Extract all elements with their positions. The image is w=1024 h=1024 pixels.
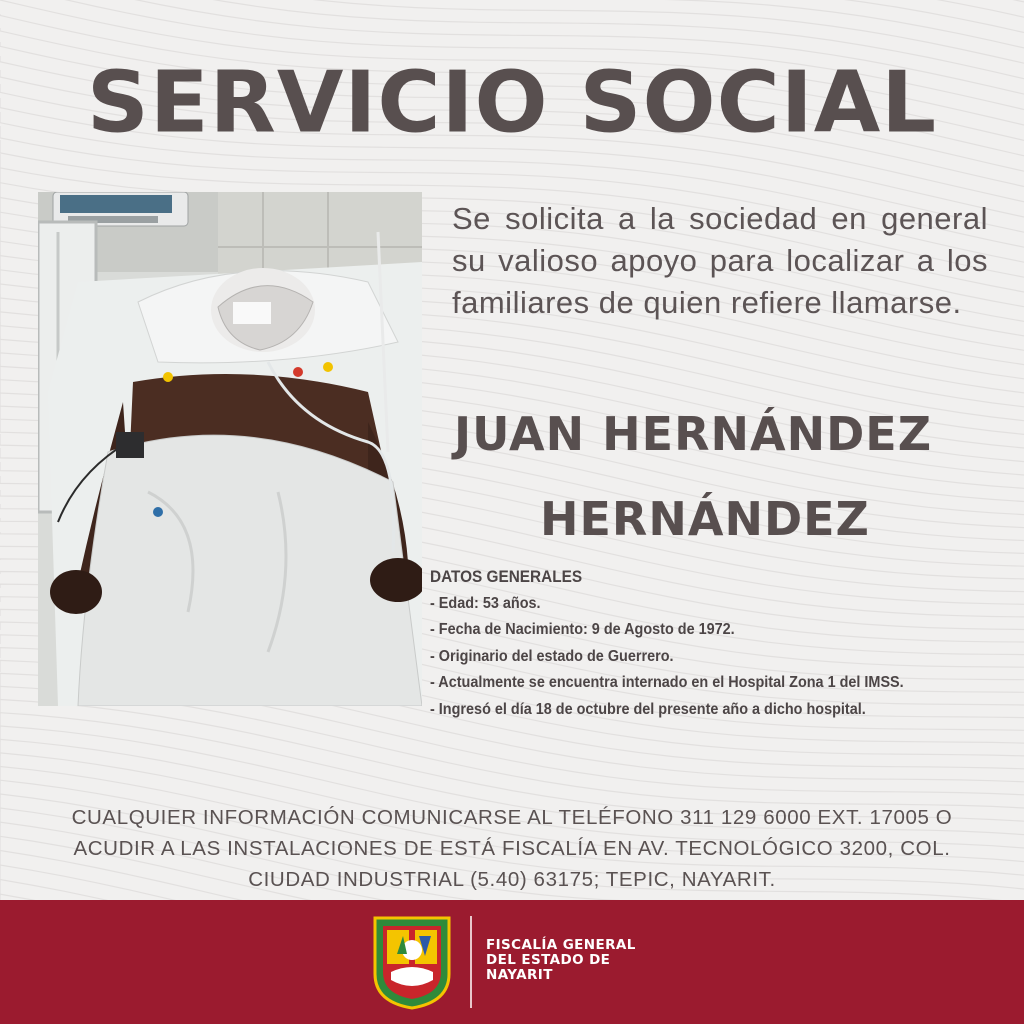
- data-item-birthdate: - Fecha de Nacimiento: 9 de Agosto de 1972.: [430, 617, 979, 644]
- request-text: Se solicita a la sociedad en general su valioso apoyo para localizar a los familiares de quien refiere llamarse.: [452, 201, 988, 320]
- data-item-origin: - Originario del estado de Guerrero.: [430, 644, 979, 671]
- footer-bar: [0, 900, 1024, 1024]
- person-name-line1: JUAN HERNÁNDEZ: [454, 407, 933, 461]
- footer-divider: [470, 916, 472, 1008]
- organization-name: [486, 938, 706, 983]
- contact-info: [0, 802, 1024, 895]
- contact-line: CIUDAD INDUSTRIAL (5.40) 63175; TEPIC, NAYARIT.: [248, 868, 776, 891]
- nayarit-seal-icon: [369, 914, 455, 1010]
- page-title: SERVICIO SOCIAL: [86, 54, 938, 152]
- data-item-hospital: - Actualmente se encuentra internado en el Hospital Zona 1 del IMSS.: [430, 670, 979, 697]
- data-item-admission: - Ingresó el día 18 de octubre del presente año a dicho hospital.: [430, 697, 979, 724]
- general-data-title: DATOS GENERALES: [430, 568, 583, 586]
- person-name-line2: HERNÁNDEZ: [540, 492, 870, 546]
- patient-photo: [38, 192, 422, 706]
- general-data-list: [430, 591, 979, 724]
- org-line: DEL ESTADO DE: [486, 952, 611, 968]
- data-item-age: - Edad: 53 años.: [430, 591, 979, 618]
- contact-line: ACUDIR A LAS INSTALACIONES DE ESTÁ FISCALÍA EN AV. TECNOLÓGICO 3200, COL.: [73, 837, 951, 860]
- general-data: [430, 564, 979, 723]
- org-line: FISCALÍA GENERAL: [486, 937, 636, 953]
- org-line: NAYARIT: [486, 967, 553, 983]
- contact-line: CUALQUIER INFORMACIÓN COMUNICARSE AL TELÉFONO 311 129 6000 EXT. 17005 O: [71, 806, 953, 829]
